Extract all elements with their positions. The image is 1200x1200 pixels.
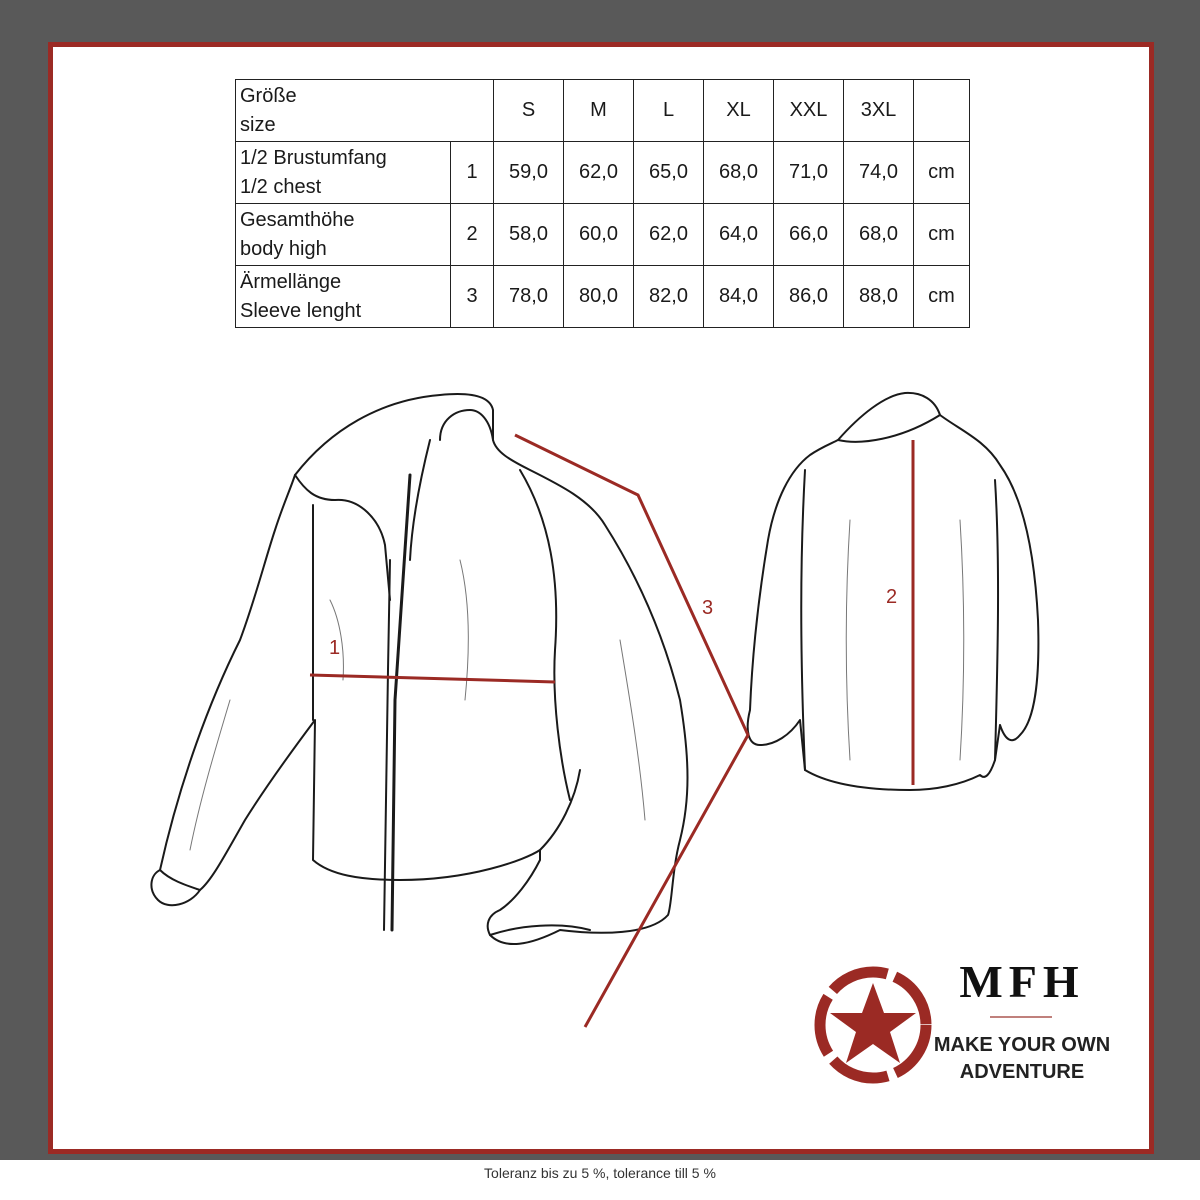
row-index: 1	[451, 142, 494, 204]
unit-cell: cm	[914, 266, 970, 328]
table-cell: 82,0	[634, 266, 704, 328]
slogan-line-1: MAKE YOUR OWN	[933, 1034, 1111, 1056]
size-column-header: XXL	[774, 80, 844, 142]
row-label-de: 1/2 Brustumfang	[240, 146, 387, 169]
table-cell: 86,0	[774, 266, 844, 328]
size-column-header: S	[494, 80, 564, 142]
table-cell: 65,0	[634, 142, 704, 204]
table-cell: 66,0	[774, 204, 844, 266]
unit-cell: cm	[914, 204, 970, 266]
table-cell: 80,0	[564, 266, 634, 328]
row-label-de: Ärmellänge	[240, 270, 342, 293]
table-cell: 84,0	[704, 266, 774, 328]
table-cell: 88,0	[844, 266, 914, 328]
chest-measure-line	[310, 675, 555, 682]
brand-slogan	[922, 1032, 1122, 1086]
table-cell: 68,0	[704, 142, 774, 204]
measurement-lines	[310, 435, 913, 1027]
table-cell: 71,0	[774, 142, 844, 204]
brand-name: MFH	[959, 956, 1085, 1007]
jacket-front-icon	[151, 394, 687, 944]
sleeve-measure-line	[515, 435, 748, 1027]
table-cell: 68,0	[844, 204, 914, 266]
brand-divider	[990, 1016, 1052, 1018]
row-label-en: body high	[240, 237, 327, 260]
table-cell: 58,0	[494, 204, 564, 266]
row-label-en: Sleeve lenght	[240, 299, 362, 322]
star-logo-icon	[820, 972, 926, 1078]
marker-2-label: 2	[886, 586, 898, 608]
table-cell: 74,0	[844, 142, 914, 204]
marker-3-label: 3	[702, 597, 714, 619]
size-column-header: L	[634, 80, 704, 142]
table-cell: 59,0	[494, 142, 564, 204]
marker-1-label: 1	[329, 637, 341, 659]
row-label-en: 1/2 chest	[240, 175, 322, 198]
row-index: 2	[451, 204, 494, 266]
table-cell: 64,0	[704, 204, 774, 266]
tolerance-footer: Toleranz bis zu 5 %, tolerance till 5 %	[0, 1160, 1200, 1200]
table-cell: 78,0	[494, 266, 564, 328]
table-cell: 62,0	[564, 142, 634, 204]
table-cell: 62,0	[634, 204, 704, 266]
unit-cell: cm	[914, 142, 970, 204]
row-label-de: Gesamthöhe	[240, 208, 355, 231]
size-column-header: M	[564, 80, 634, 142]
table-cell: 60,0	[564, 204, 634, 266]
slogan-line-2: ADVENTURE	[959, 1061, 1085, 1083]
row-index: 3	[451, 266, 494, 328]
size-label-en: size	[240, 113, 276, 136]
size-label-de: Größe	[240, 84, 297, 107]
size-column-header: 3XL	[844, 80, 914, 142]
size-column-header: XL	[704, 80, 774, 142]
